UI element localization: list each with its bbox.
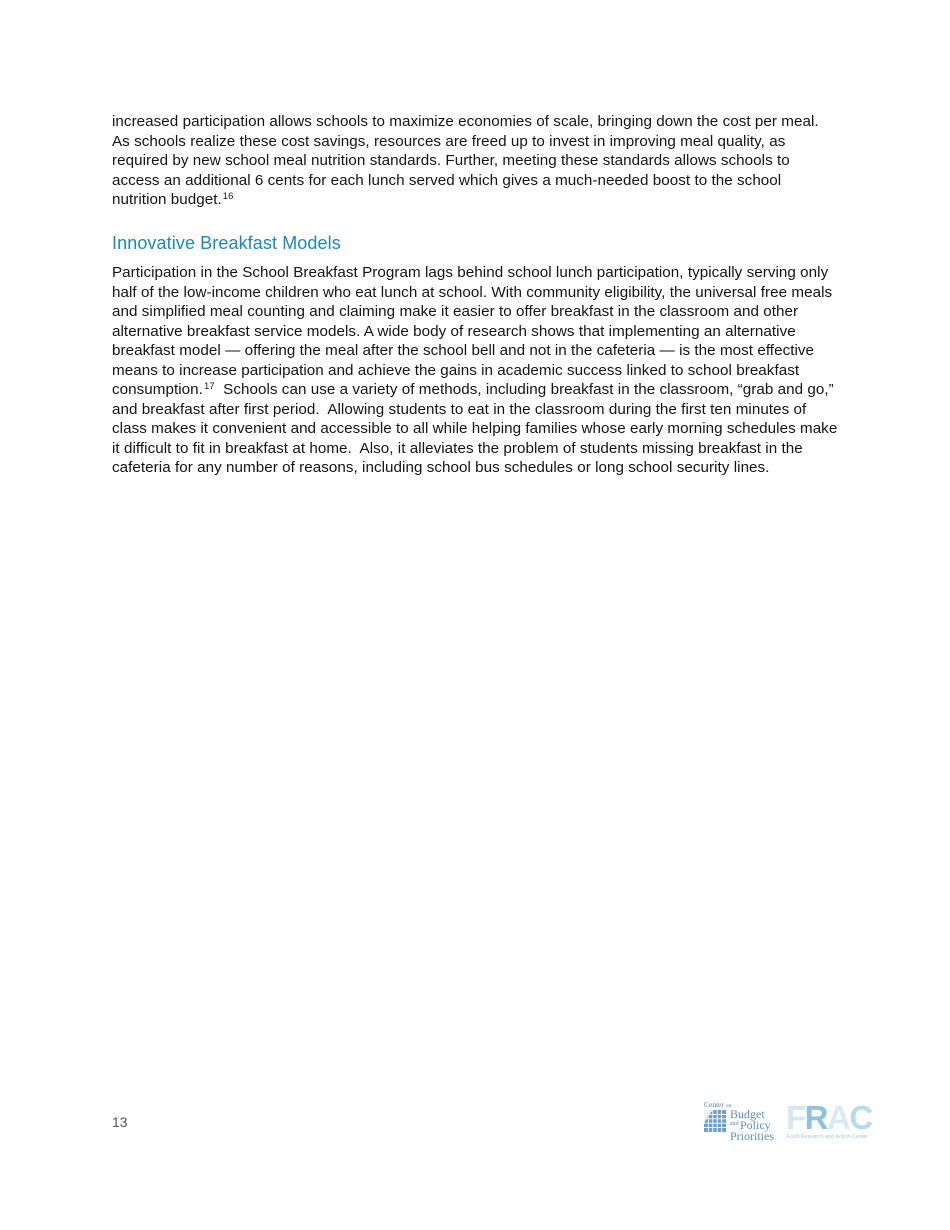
capitol-building-icon <box>704 1110 726 1132</box>
footnote-marker[interactable]: 17 <box>203 381 215 392</box>
frac-logo-wordmark: FRAC <box>786 1099 872 1136</box>
cbpp-logo-center-text: Center on <box>704 1100 732 1109</box>
paragraph-text: increased participation allows schools to maximize economies of scale, bringing down the cost per meal. As schools realize these cost savings, resources are freed up to invest in improving meal quality, as required by new school meal nutrition standards. Further, meeting these standards allows schools to access an additional 6 cents for each lunch served which gives a much-needed boost to the school nutrition budget. <box>112 113 819 208</box>
paragraph-text: Participation in the School Breakfast Program lags behind school lunch participation, typically serving only half of the low-income children who eat lunch at school. With community eligibility, the universal free meals and simplified meal counting and claiming make it easier to offer breakfast in the classroom and other alternative breakfast service models. A wide body of research shows that implementing an alternative breakfast model — offering the meal after the school bell and not in the cafeteria — is the most effective means to increase participation and achieve the gains in academic success linked to school breakfast consumption. <box>112 264 833 398</box>
body-paragraph <box>112 112 838 210</box>
frac-logo-tagline: Food Research and Action Center <box>787 1134 869 1140</box>
cbpp-logo-policy-text: Policy <box>740 1118 771 1132</box>
footnote-marker[interactable]: 16 <box>222 191 234 202</box>
cbpp-logo-and-text: and <box>730 1121 739 1127</box>
paragraph-text: Schools can use a variety of methods, including breakfast in the classroom, “grab and go,” and breakfast after first period. Allowing students to eat in the classroom during the first ten minutes of class makes it convenient and accessible to all while helping families whose early morning schedules make it difficult to fit in breakfast at home. Also, it alleviates the problem of students missing breakfast in the cafeteria for any number of reasons, including school bus schedules or long school security lines. <box>112 381 842 476</box>
frac-logo <box>786 1099 876 1144</box>
cbpp-logo-budget-text: Budget <box>730 1107 765 1121</box>
body-paragraph <box>112 263 842 478</box>
section-heading: Innovative Breakfast Models <box>112 233 341 253</box>
cbpp-logo <box>704 1100 774 1142</box>
page-number: 13 <box>112 1114 128 1130</box>
cbpp-logo-priorities-text: Priorities <box>730 1129 774 1143</box>
